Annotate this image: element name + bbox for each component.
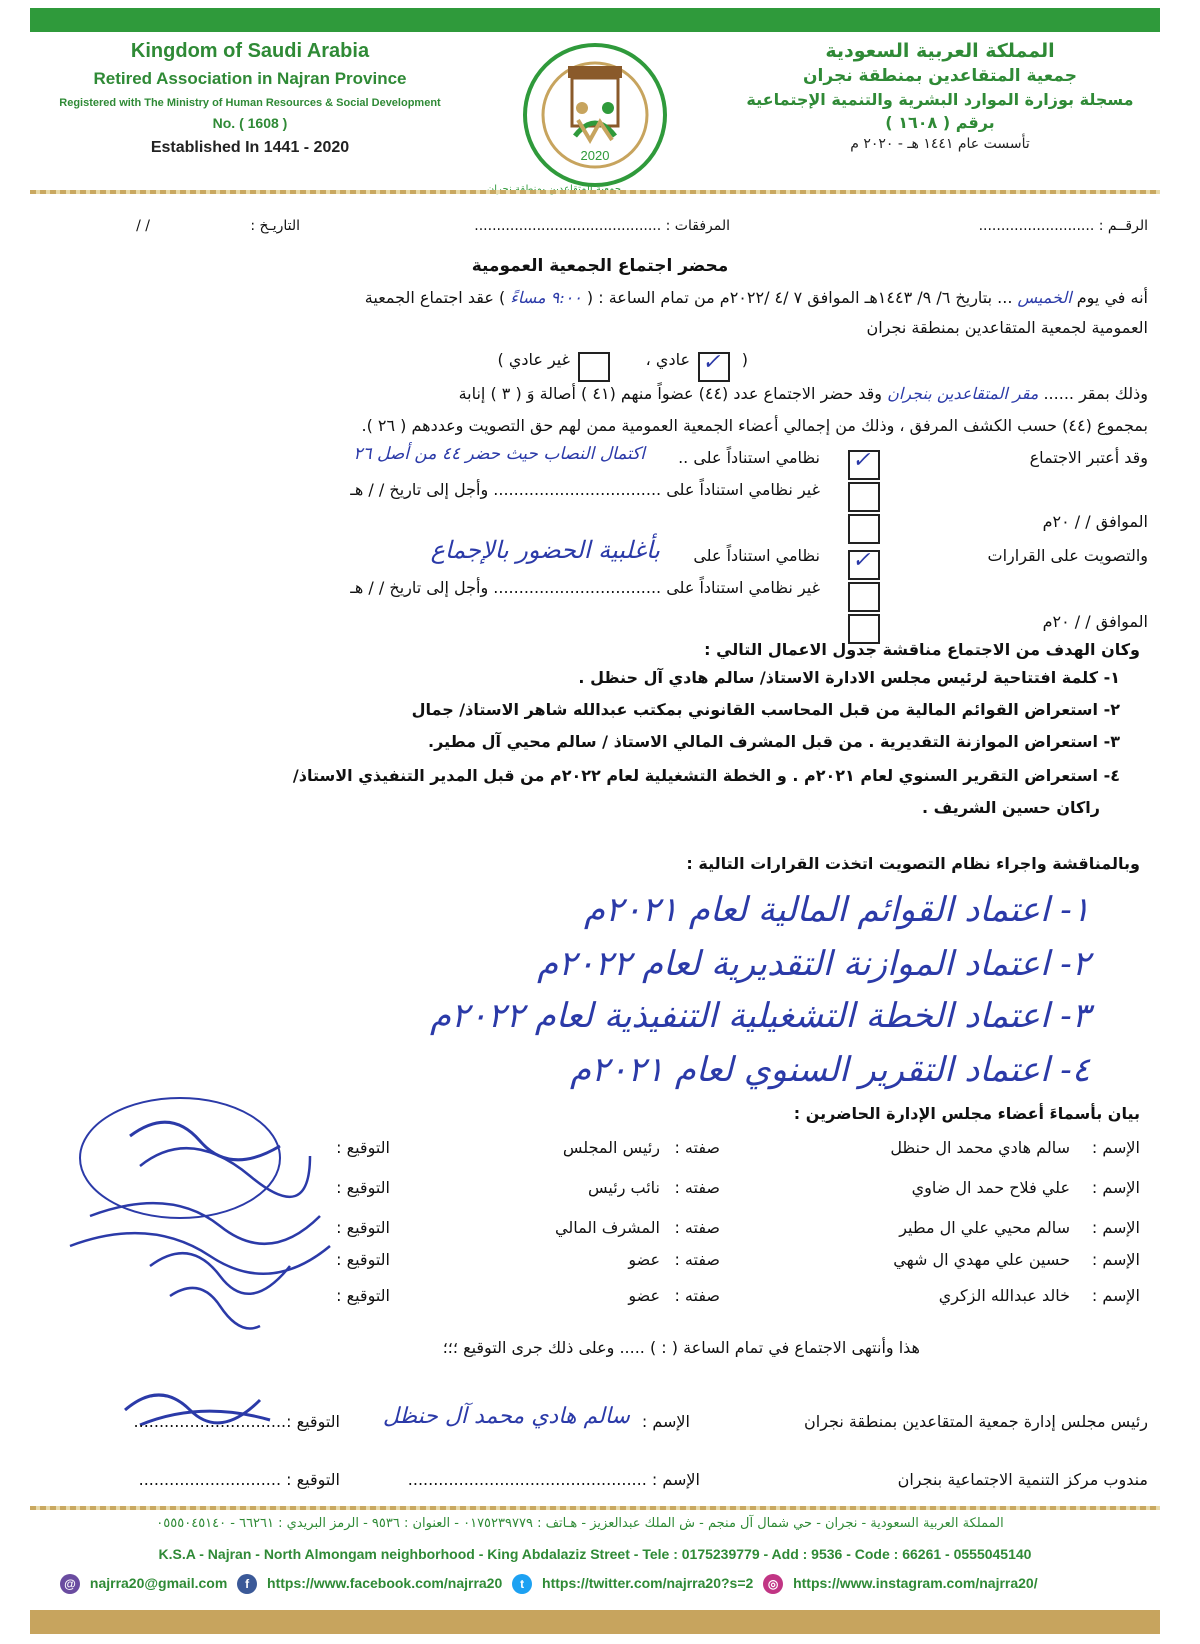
twitter-icon: t — [512, 1574, 532, 1594]
checkbox-vote-legal[interactable]: ✓ — [848, 550, 880, 580]
chair-name-label: الإسم : — [641, 1412, 690, 1431]
member-role: رئيس المجلس — [562, 1138, 660, 1157]
chair-label: رئيس مجلس إدارة جمعية المتقاعدين بمنطقة نجران — [804, 1412, 1148, 1431]
member-role-label: صفته : — [674, 1250, 720, 1269]
line1-b: ... بتاريخ ٦/ ٩/ ١٤٤٣هـ الموافق ٧ /٤ /٢٠٢٢م من تمام الساعة : ( — [586, 288, 1013, 307]
member-sign-label: التوقيع : — [336, 1218, 390, 1237]
registered-en: Registered with The Ministry of Human Resources & Social Development — [59, 97, 441, 109]
line1-c: ) عقد اجتماع الجمعية — [364, 288, 506, 307]
agenda-item: راكان حسين الشريف . — [922, 798, 1100, 817]
decision-item: ٤- اعتماد التقرير السنوي لعام ٢٠٢١م — [569, 1050, 1090, 1090]
considered-label: وقد أعتبر الاجتماع — [1029, 448, 1148, 467]
footer-instagram[interactable]: https://www.instagram.com/najrra20/ — [793, 1574, 1038, 1591]
legal-on-label: نظامي استناداً على .. — [678, 448, 820, 467]
delegate-sign: التوقيع : ............................ — [138, 1470, 340, 1489]
member-role-label: صفته : — [674, 1286, 720, 1305]
member-role-label: صفته : — [674, 1218, 720, 1237]
association-ar: جمعية المتقاعدين بمنطقة نجران — [803, 66, 1077, 86]
agenda-item: ١- كلمة افتتاحية لرئيس مجلس الادارة الاستاذ/ سالم هادي آل حنظل . — [578, 668, 1120, 687]
top-green-bar — [30, 8, 1160, 32]
checkbox-legal[interactable]: ✓ — [848, 450, 880, 480]
country-ar: المملكة العربية السعودية — [825, 40, 1055, 62]
line1-a: أنه في يوم — [1076, 288, 1148, 307]
member-role-label: صفته : — [674, 1178, 720, 1197]
members-intro: بيان بأسماءَ أعضاء مجلس الإدارة الحاضرين : — [793, 1104, 1140, 1123]
association-logo — [520, 40, 670, 190]
member-name-label: الإسم : — [1091, 1138, 1140, 1157]
page-title: محضر اجتماع الجمعية العمومية — [471, 256, 729, 276]
checkbox-illegal-2[interactable] — [848, 514, 880, 544]
member-sign-label: التوقيع : — [336, 1138, 390, 1157]
body-line-2: العمومية لجمعية المتقاعدين بمنطقة نجران — [866, 318, 1148, 337]
checkbox-illegal[interactable] — [848, 482, 880, 512]
email-icon: @ — [60, 1574, 80, 1594]
header-english — [40, 40, 460, 157]
member-name: سالم محيي علي ال مطير — [899, 1218, 1070, 1237]
vote-illegal-on-label: غير نظامي استناداً على ................................. وأجل إلى تاريخ / / هـ — [350, 578, 820, 597]
footer-contacts — [60, 1574, 1160, 1594]
vote-legal-reason-hw: بأغلبية الحضور بالإجماع — [430, 536, 660, 564]
footer-twitter[interactable]: https://twitter.com/najrra20?s=2 — [542, 1574, 754, 1591]
signatures-drawing — [50, 1086, 340, 1356]
body-line-1 — [48, 288, 1148, 307]
line4-a: وذلك بمقر ...... — [1043, 384, 1148, 403]
facebook-icon: f — [237, 1574, 257, 1594]
decision-item: ٣- اعتماد الخطة التشغيلية التنفيذية لعام ٢٠٢٢م — [429, 996, 1090, 1036]
association-en: Retired Association in Najran Province — [93, 69, 407, 88]
header-divider — [30, 190, 1160, 194]
member-name-label: الإسم : — [1091, 1250, 1140, 1269]
footer-email[interactable]: najrra20@gmail.com — [89, 1574, 228, 1591]
member-sign-label: التوقيع : — [336, 1178, 390, 1197]
footer-facebook[interactable]: https://www.facebook.com/najrra20 — [267, 1574, 503, 1591]
vote-legal-on-label: نظامي استناداً على — [693, 546, 820, 565]
member-role: عضو — [628, 1250, 660, 1269]
logo-year: 2020 — [580, 148, 610, 163]
decision-item: ٢- اعتماد الموازنة التقديرية لعام ٢٠٢٢م — [537, 944, 1090, 984]
bottom-gold-bar — [30, 1610, 1160, 1634]
established-en: Established In 1441 - 2020 — [150, 139, 350, 156]
reg-number-en: No. ( 1608 ) — [212, 115, 288, 131]
member-name-label: الإسم : — [1091, 1218, 1140, 1237]
member-role: المشرف المالي — [555, 1218, 660, 1237]
instagram-icon: ◎ — [763, 1574, 783, 1594]
delegate-label: مندوب مركز التنمية الاجتماعية بنجران — [897, 1470, 1148, 1489]
type-irregular-label: غير عادي ) — [497, 350, 570, 369]
member-role: نائب رئيس — [588, 1178, 660, 1197]
member-role: عضو — [628, 1286, 660, 1305]
agenda-item: ٢- استعراض القوائم المالية من قبل المحاسب القانوني بمكتب عبدالله شاهر الاستاذ/ جمال — [411, 700, 1120, 719]
line4-place: مقر المتقاعدين بنجران — [887, 384, 1039, 403]
checkbox-irregular[interactable] — [578, 352, 610, 382]
member-role-label: صفته : — [674, 1138, 720, 1157]
line1-day: الخميس — [1017, 288, 1072, 307]
member-name: حسين علي مهدي ال شهي — [893, 1250, 1070, 1269]
country-en: Kingdom of Saudi Arabia — [130, 40, 370, 62]
corresp-1: الموافق / / ٢٠م — [1042, 512, 1148, 531]
member-name-label: الإسم : — [1091, 1178, 1140, 1197]
body-line-4 — [48, 384, 1148, 403]
illegal-on-label: غير نظامي استناداً على ................................. وأجل إلى تاريخ / / هـ — [350, 480, 820, 499]
member-name: علي فلاح حمد ال ضاوي — [911, 1178, 1070, 1197]
member-name-label: الإسم : — [1091, 1286, 1140, 1305]
ref-attachments: المرفقات : .......................................... — [474, 218, 730, 234]
legal-reason-hw: اكتمال النصاب حيث حضر ٤٤ من أصل ٢٦ — [353, 444, 645, 464]
member-sign-label: التوقيع : — [336, 1286, 390, 1305]
meeting-ended: هذا وأنتهى الاجتماع في تمام الساعة ( : ) ..... وعلى ذلك جرى التوقيع ؛؛؛ — [442, 1338, 920, 1357]
established-ar: تأسست عام ١٤٤١ هـ - ٢٠٢٠ م — [850, 136, 1030, 152]
chair-name-hw: سالم هادي محمد آل حنظل — [382, 1404, 630, 1429]
ref-number: الرقــم : .......................... — [978, 218, 1148, 234]
footer-divider — [30, 1506, 1160, 1510]
line4-b: وقد حضر الاجتماع عدد (٤٤) عضواً منهم (٤١ ) أصالة وَ ( ٣ ) إنابة — [458, 384, 883, 403]
ref-date-value: / / — [136, 218, 150, 234]
corresp-2: الموافق / / ٢٠م — [1042, 612, 1148, 631]
type-open: ( — [741, 350, 748, 369]
ref-date-label: التاريـخ : — [250, 218, 300, 234]
checkbox-regular[interactable]: ✓ — [698, 352, 730, 382]
line1-time: ٩:٠٠ مساءً — [510, 288, 582, 307]
footer-address-en: K.S.A - Najran - North Almongam neighborhood - King Abdalaziz Street - Tele : 0175239779 - Add : 9536 - Code : 66261 - 0555045140 — [158, 1546, 1032, 1562]
member-sign-label: التوقيع : — [336, 1250, 390, 1269]
voting-label: والتصويت على القرارات — [987, 546, 1148, 565]
footer-address-ar: المملكة العربية السعودية - نجران - حي شمال آل منجم - ش الملك عبدالعزيز - هـاتف : ٠١٧٥٢٣٩٧٧٩ - العنوان : ٩٥٣٦ - الرمز البريدي : ٦٦٢٦١ - ٠٥٥٥٠٤٥١٤٠ — [156, 1516, 1004, 1531]
type-regular-label: عادي ، — [645, 350, 690, 369]
decision-item: ١- اعتماد القوائم المالية لعام ٢٠٢١م — [584, 890, 1090, 930]
agenda-item: ٣- استعراض الموازنة التقديرية . من قبل المشرف المالي الاستاذ / سالم محيي آل مطير. — [428, 732, 1120, 751]
decisions-intro: وبالمناقشة واجراء نظام التصويت اتخذت القرارات التالية : — [686, 854, 1140, 873]
header-arabic — [720, 40, 1160, 152]
member-name: خالد عبدالله الزكري — [938, 1286, 1070, 1305]
reg-number-ar: برقم ( ١٦٠٨ ) — [885, 113, 995, 132]
chair-signature — [120, 1380, 280, 1440]
delegate-name: الإسم : ............................................... — [407, 1470, 700, 1489]
agenda-item: ٤- استعراض التقرير السنوي لعام ٢٠٢١م . و الخطة التشغيلية لعام ٢٠٢٢م من قبل المدير التنفيذي الاستاذ/ — [292, 766, 1120, 785]
checkbox-vote-illegal[interactable] — [848, 582, 880, 612]
registered-ar: مسجلة بوزارة الموارد البشرية والتنمية الإجتماعية — [746, 90, 1134, 109]
body-line-5: بمجموع (٤٤) حسب الكشف المرفق ، وذلك من إجمالي أعضاء الجمعية العمومية ممن لهم حق التصويت وعددهم ( ٢٦ ). — [361, 416, 1148, 435]
agenda-intro: وكان الهدف من الاجتماع مناقشة جدول الاعمال التالي : — [704, 640, 1140, 659]
chair-sign-label: التوقيع :.............................. — [133, 1412, 340, 1431]
member-name: سالم هادي محمد ال حنظل — [890, 1138, 1070, 1157]
